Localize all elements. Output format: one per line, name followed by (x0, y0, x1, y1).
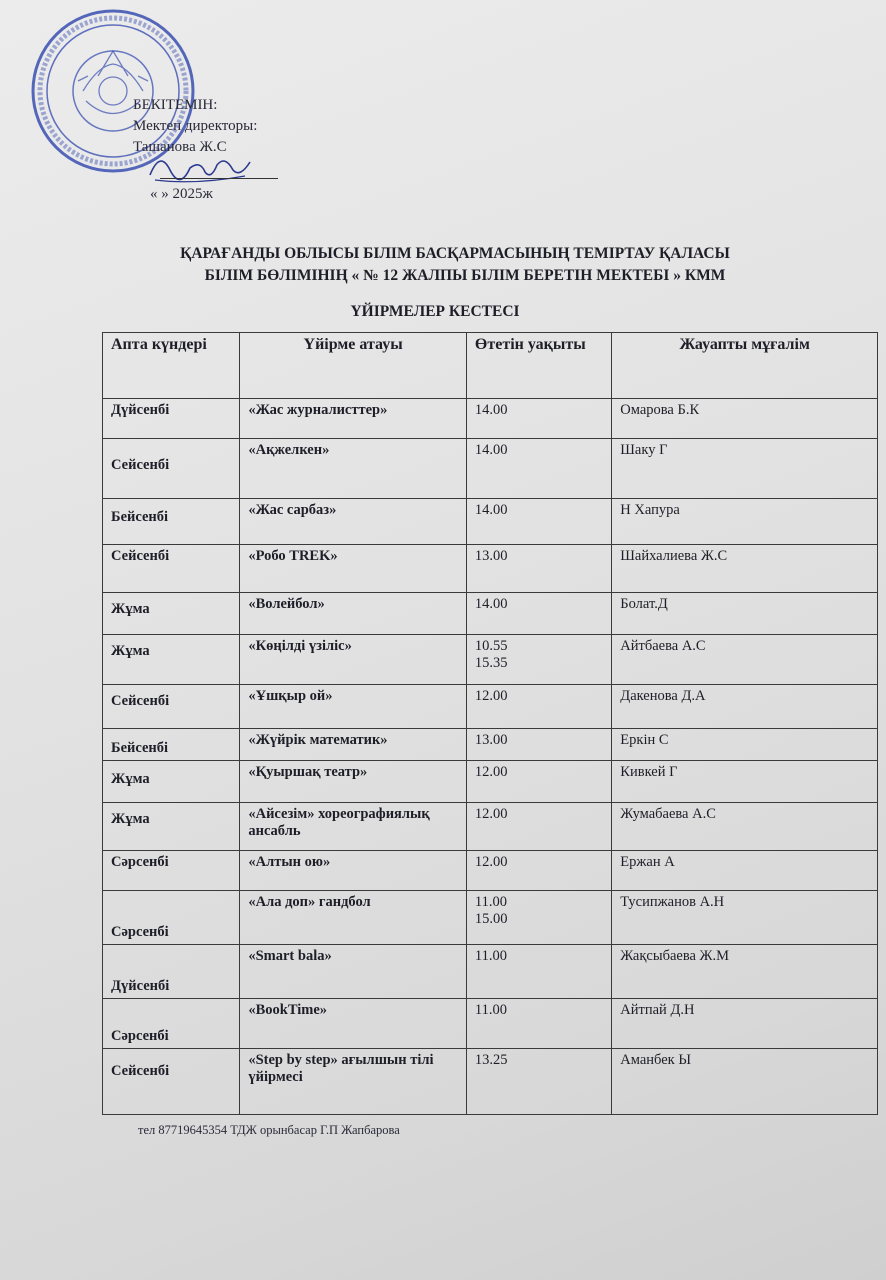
cell-teacher: Жақсыбаева Ж.М (612, 945, 878, 999)
cell-day: Сейсенбі (103, 439, 240, 499)
cell-teacher: Болат.Д (612, 593, 878, 635)
cell-day: Бейсенбі (103, 729, 240, 761)
table-row (103, 803, 878, 851)
cell-club: «Айсезім» хореографиялық ансабль (240, 803, 467, 851)
cell-day: Сәрсенбі (103, 999, 240, 1049)
cell-teacher: Тусипжанов А.Н (612, 891, 878, 945)
table-row (103, 499, 878, 545)
cell-time: 13.25 (466, 1049, 611, 1115)
time-second: 15.35 (474, 655, 508, 671)
table-body (103, 399, 878, 1115)
cell-teacher: Шаку Г (612, 439, 878, 499)
signature-line (160, 178, 278, 179)
cell-club: «Көңілді үзіліс» (240, 635, 467, 685)
table-row (103, 685, 878, 729)
clubs-schedule-table (102, 332, 878, 1115)
cell-teacher: Ержан А (612, 851, 878, 891)
cell-club: «BookTime» (240, 999, 467, 1049)
cell-time: 12.00 (466, 685, 611, 729)
cell-time: 13.00 (466, 545, 611, 593)
table-row (103, 545, 878, 593)
cell-day: Сейсенбі (103, 545, 240, 593)
column-header-time: Өтетін уақыты (466, 333, 611, 399)
approval-date: « » 2025ж (150, 186, 213, 202)
cell-club: «Қуыршақ театр» (240, 761, 467, 803)
cell-day: Жұма (103, 635, 240, 685)
approval-name: Ташанова Ж.С (133, 139, 227, 155)
cell-day: Жұма (103, 593, 240, 635)
cell-club: «Жас сарбаз» (240, 499, 467, 545)
column-header-day: Апта күндері (103, 333, 240, 399)
cell-teacher: Кивкей Г (612, 761, 878, 803)
table-row (103, 891, 878, 945)
cell-day: Дүйсенбі (103, 399, 240, 439)
cell-teacher: Еркін С (612, 729, 878, 761)
cell-teacher: Шайхалиева Ж.С (612, 545, 878, 593)
cell-club: «Алтын ою» (240, 851, 467, 891)
school-header-line1: ҚАРАҒАНДЫ ОБЛЫСЫ БІЛІМ БАСҚАРМАСЫНЫҢ ТЕМІРТАУ ҚАЛАСЫ (180, 245, 730, 262)
cell-time: 11.00 (466, 945, 611, 999)
cell-club: «Жүйрік математик» (240, 729, 467, 761)
approval-position: Мектеп директоры: (133, 118, 258, 134)
cell-time (466, 635, 611, 685)
cell-day: Бейсенбі (103, 499, 240, 545)
cell-day: Жұма (103, 761, 240, 803)
schedule-title: ҮЙІРМЕЛЕР КЕСТЕСІ (350, 303, 520, 320)
school-header-line2: БІЛІМ БӨЛІМІНІҢ « № 12 ЖАЛПЫ БІЛІМ БЕРЕТІН МЕКТЕБІ » КММ (204, 267, 726, 284)
cell-time: 14.00 (466, 593, 611, 635)
cell-club: «Жас журналисттер» (240, 399, 467, 439)
table-row (103, 439, 878, 499)
table-row (103, 399, 878, 439)
cell-time: 12.00 (466, 803, 611, 851)
cell-teacher: Дакенова Д.А (612, 685, 878, 729)
cell-teacher: Айтбаева А.С (612, 635, 878, 685)
cell-day: Жұма (103, 803, 240, 851)
cell-time: 14.00 (466, 439, 611, 499)
cell-time: 11.00 (466, 999, 611, 1049)
column-header-club: Үйірме атауы (240, 333, 467, 399)
cell-time (466, 891, 611, 945)
column-header-teacher: Жауапты мұғалім (612, 333, 878, 399)
cell-club: «Волейбол» (240, 593, 467, 635)
table-row (103, 729, 878, 761)
cell-day: Сейсенбі (103, 685, 240, 729)
cell-club: «Ала доп» гандбол (240, 891, 467, 945)
cell-club: «Робо TREK» (240, 545, 467, 593)
cell-teacher: Жумабаева А.С (612, 803, 878, 851)
table-row (103, 761, 878, 803)
table-row (103, 945, 878, 999)
cell-teacher: Н Хапура (612, 499, 878, 545)
approval-title: БЕКІТЕМІН: (133, 97, 218, 113)
cell-time: 14.00 (466, 499, 611, 545)
cell-time: 14.00 (466, 399, 611, 439)
cell-time: 12.00 (466, 761, 611, 803)
cell-day: Сейсенбі (103, 1049, 240, 1115)
cell-teacher: Омарова Б.К (612, 399, 878, 439)
cell-day: Сәрсенбі (103, 851, 240, 891)
time-first: 10.55 (474, 638, 508, 654)
table-row (103, 1049, 878, 1115)
cell-club: «Ақжелкен» (240, 439, 467, 499)
time-second: 15.00 (474, 911, 508, 927)
footer-contact: тел 87719645354 ТДЖ орынбасар Г.П Жапбарова (138, 1123, 400, 1137)
table-row (103, 851, 878, 891)
cell-teacher: Айтпай Д.Н (612, 999, 878, 1049)
time-first: 11.00 (474, 894, 508, 910)
table-row (103, 999, 878, 1049)
cell-club: «Step by step» ағылшын тілі үйірмесі (240, 1049, 467, 1115)
cell-teacher: Аманбек Ы (612, 1049, 878, 1115)
cell-time: 13.00 (466, 729, 611, 761)
table-row (103, 635, 878, 685)
cell-club: «Smart bala» (240, 945, 467, 999)
cell-club: «Ұшқыр ой» (240, 685, 467, 729)
table-row (103, 593, 878, 635)
cell-day: Сәрсенбі (103, 891, 240, 945)
cell-day: Дүйсенбі (103, 945, 240, 999)
cell-time: 12.00 (466, 851, 611, 891)
handwritten-signature (145, 140, 255, 190)
table-header-row (103, 333, 878, 399)
